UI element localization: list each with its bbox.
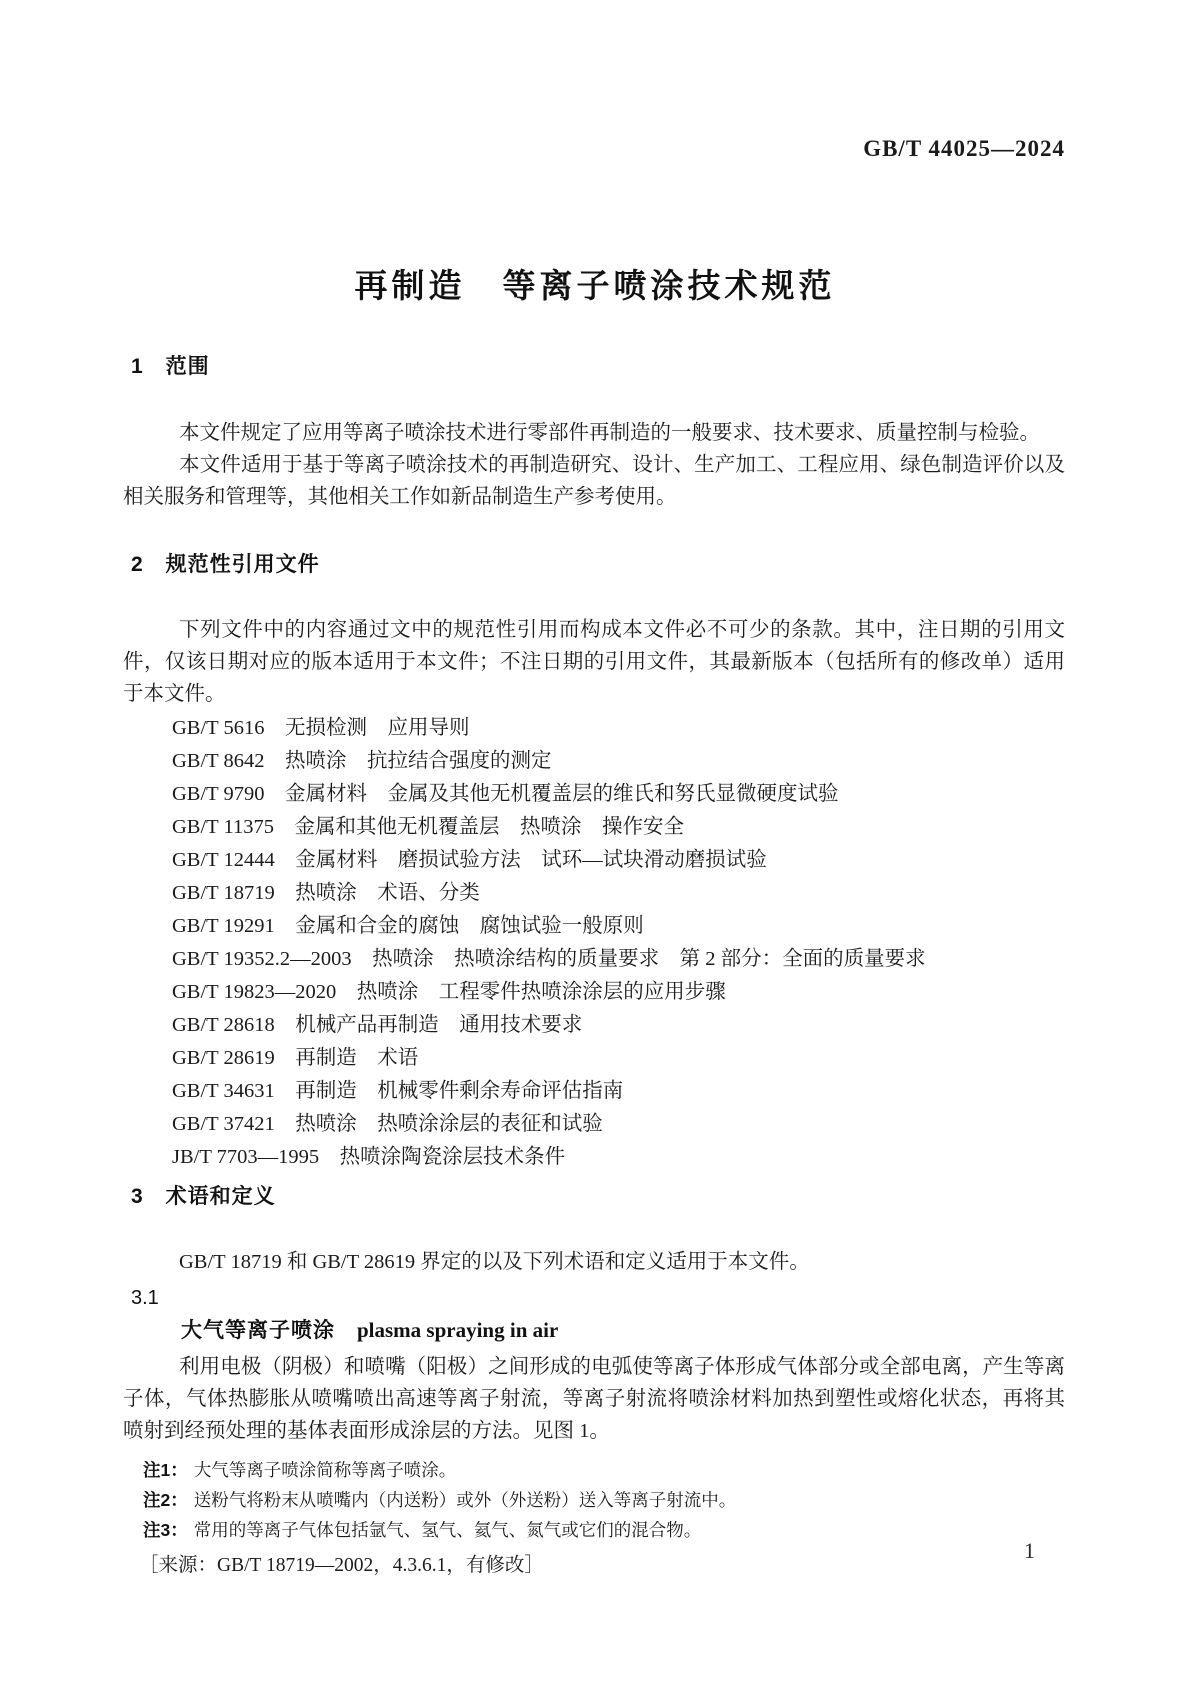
reference-item: GB/T 28619 再制造 术语 <box>172 1047 419 1069</box>
section1-paragraph-2: 本文件适用于基于等离子喷涂技术的再制造研究、设计、生产加工、工程应用、绿色制造评价以及相关服务和管理等，其他相关工作如新品制造生产参考使用。 <box>123 454 1065 508</box>
section1-heading: 1 范围 <box>131 355 210 378</box>
reference-item: JB/T 7703—1995 热喷涂陶瓷涂层技术条件 <box>172 1146 566 1168</box>
doc-number: GB/T 44025—2024 <box>863 136 1065 161</box>
reference-item: GB/T 12444 金属材料 磨损试验方法 试环—试块滑动磨损试验 <box>172 849 767 871</box>
term-note <box>123 1455 1065 1485</box>
reference-item: GB/T 19352.2—2003 热喷涂 热喷涂结构的质量要求 第 2 部分：全面的质量要求 <box>172 948 926 970</box>
section2-heading: 2 规范性引用文件 <box>131 553 320 576</box>
reference-item: GB/T 8642 热喷涂 抗拉结合强度的测定 <box>172 750 552 772</box>
reference-item: GB/T 37421 热喷涂 热喷涂涂层的表征和试验 <box>172 1113 603 1135</box>
section-normative-references <box>123 548 1065 1174</box>
note-label: 注1： <box>143 1460 188 1480</box>
reference-item: GB/T 9790 金属材料 金属及其他无机覆盖层的维氏和努氏显微硬度试验 <box>172 783 839 805</box>
reference-item: GB/T 19291 金属和合金的腐蚀 腐蚀试验一般原则 <box>172 915 644 937</box>
term-notes <box>123 1455 1065 1545</box>
term-definition: 利用电极（阴极）和喷嘴（阳极）之间形成的电弧使等离子体形成气体部分或全部电离，产生等离子体，气体热膨胀从喷嘴喷出高速等离子射流，等离子射流将喷涂材料加热到塑性或熔化状态，再将其喷射到经预处理的基体表面形成涂层的方法。见图 1。 <box>123 1356 1065 1442</box>
reference-item: GB/T 5616 无损检测 应用导则 <box>172 717 470 739</box>
reference-item: GB/T 28618 机械产品再制造 通用技术要求 <box>172 1014 583 1036</box>
section-scope <box>123 350 1065 513</box>
term-name-zh: 大气等离子喷涂 <box>181 1319 335 1342</box>
reference-item: GB/T 11375 金属和其他无机覆盖层 热喷涂 操作安全 <box>172 816 684 838</box>
reference-item: GB/T 18719 热喷涂 术语、分类 <box>172 882 480 904</box>
section2-intro: 下列文件中的内容通过文中的规范性引用而构成本文件必不可少的条款。其中，注日期的引用文件，仅该日期对应的版本适用于本文件；不注日期的引用文件，其最新版本（包括所有的修改单）适用于本文件。 <box>123 619 1065 705</box>
section1-paragraph-1: 本文件规定了应用等离子喷涂技术进行零部件再制造的一般要求、技术要求、质量控制与检验。 <box>179 422 1040 444</box>
term-source: ［来源：GB/T 18719—2002，4.3.6.1，有修改］ <box>139 1555 544 1576</box>
section3-heading: 3 术语和定义 <box>131 1185 276 1208</box>
reference-item: GB/T 19823—2020 热喷涂 工程零件热喷涂涂层的应用步骤 <box>172 981 726 1003</box>
reference-item: GB/T 34631 再制造 机械零件剩余寿命评估指南 <box>172 1080 624 1102</box>
page-title: 再制造 等离子喷涂技术规范 <box>354 267 836 305</box>
section3-intro: GB/T 18719 和 GB/T 28619 界定的以及下列术语和定义适用于本文件。 <box>179 1251 810 1273</box>
note-text: 大气等离子喷涂简称等离子喷涂。 <box>193 1460 457 1480</box>
page-number: 1 <box>1024 1538 1035 1563</box>
term-name-en: plasma spraying in air <box>357 1318 559 1342</box>
term-note <box>123 1515 1065 1545</box>
note-text: 送粉气将粉末从喷嘴内（内送粉）或外（外送粉）送入等离子射流中。 <box>193 1490 737 1510</box>
term-note <box>123 1485 1065 1515</box>
section-terms-definitions <box>123 1180 1065 1582</box>
reference-list <box>123 712 1065 1174</box>
term-number: 3.1 <box>131 1287 159 1309</box>
note-text: 常用的等离子气体包括氩气、氢气、氦气、氮气或它们的混合物。 <box>193 1520 702 1540</box>
note-label: 注2： <box>143 1490 188 1510</box>
note-label: 注3： <box>143 1520 188 1540</box>
term-entry <box>123 1314 1065 1349</box>
